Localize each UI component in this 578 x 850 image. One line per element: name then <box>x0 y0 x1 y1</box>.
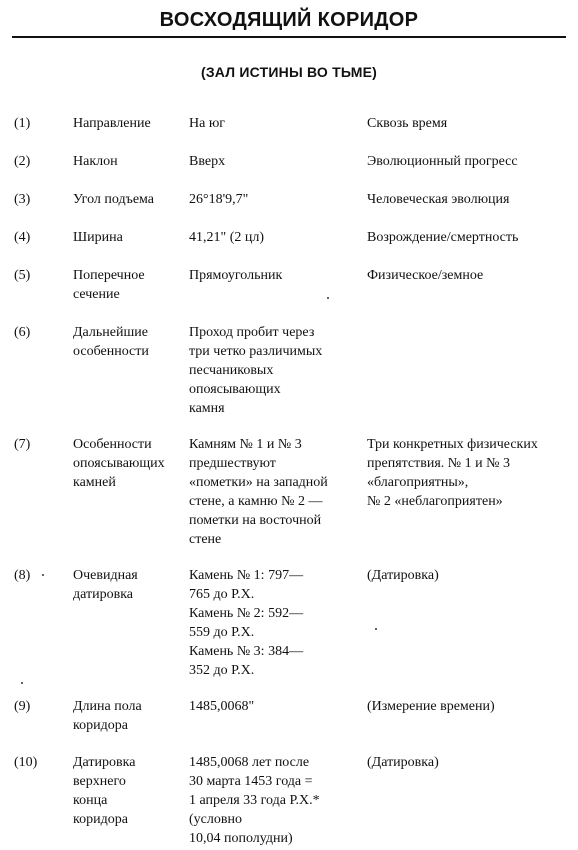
row-number: (9) <box>14 699 31 714</box>
scan-speck <box>42 574 44 576</box>
row-value: Вверх <box>189 154 226 169</box>
row-number: (3) <box>14 192 31 207</box>
row-parameter: Очевидная датировка <box>73 568 138 602</box>
row-parameter: Наклон <box>73 154 118 169</box>
row-parameter: Датировка верхнего конца коридора <box>73 755 136 827</box>
row-value: Камням № 1 и № 3 предшествуют «пометки» на западной стене, а камню № 2 — пометки на восточной стене <box>189 437 328 547</box>
row-value: На юг <box>189 116 226 131</box>
row-number: (7) <box>14 437 31 452</box>
row-number: (8) <box>14 568 31 583</box>
row-parameter: Угол подъема <box>73 192 155 207</box>
row-parameter: Особенности опоясывающих камней <box>73 437 165 490</box>
row-meaning: (Датировка) <box>367 568 439 583</box>
scan-speck <box>21 682 23 684</box>
row-meaning: Возрождение/смертность <box>367 230 519 245</box>
title-underline <box>12 36 566 38</box>
row-value: 1485,0068" <box>189 699 255 714</box>
row-number: (6) <box>14 325 31 340</box>
page-title: ВОСХОДЯЩИЙ КОРИДОР <box>159 9 419 31</box>
row-value: Камень № 1: 797— 765 до Р.Х. Камень № 2: 592— 559 до Р.Х. Камень № 3: 384— 352 до Р.Х. <box>189 568 304 678</box>
row-parameter: Поперечное сечение <box>73 268 145 302</box>
page-subtitle: (ЗАЛ ИСТИНЫ ВО ТЬМЕ) <box>200 64 378 80</box>
row-value: Проход пробит через три четко различимых песчаниковых опоясывающих камня <box>189 325 323 416</box>
row-parameter: Ширина <box>73 230 123 245</box>
row-meaning: Физическое/земное <box>367 268 484 283</box>
row-number: (1) <box>14 116 31 131</box>
row-parameter: Дальнейшие особенности <box>73 325 149 359</box>
row-meaning: Эволюционный прогресс <box>367 154 518 169</box>
row-value: 26°18'9,7" <box>189 192 249 207</box>
row-meaning: (Датировка) <box>367 755 439 770</box>
row-value: 1485,0068 лет после 30 марта 1453 года = 1 апреля 33 года Р.Х.* (условно 10,04 пополудни) <box>189 755 320 846</box>
row-parameter: Направление <box>73 116 151 131</box>
row-value: 41,21" (2 цл) <box>189 230 265 245</box>
row-meaning: Три конкретных физических препятствия. № 1 и № 3 «благоприятны», № 2 «неблагоприятен» <box>367 437 538 509</box>
scan-speck <box>327 297 329 299</box>
row-number: (5) <box>14 268 31 283</box>
scan-speck <box>375 628 377 630</box>
row-number: (10) <box>14 755 38 770</box>
row-number: (2) <box>14 154 31 169</box>
row-number: (4) <box>14 230 31 245</box>
row-value: Прямоугольник <box>189 268 283 283</box>
row-meaning: Сквозь время <box>367 116 448 131</box>
row-meaning: (Измерение времени) <box>367 699 495 714</box>
row-parameter: Длина пола коридора <box>73 699 142 733</box>
row-meaning: Человеческая эволюция <box>367 192 510 207</box>
